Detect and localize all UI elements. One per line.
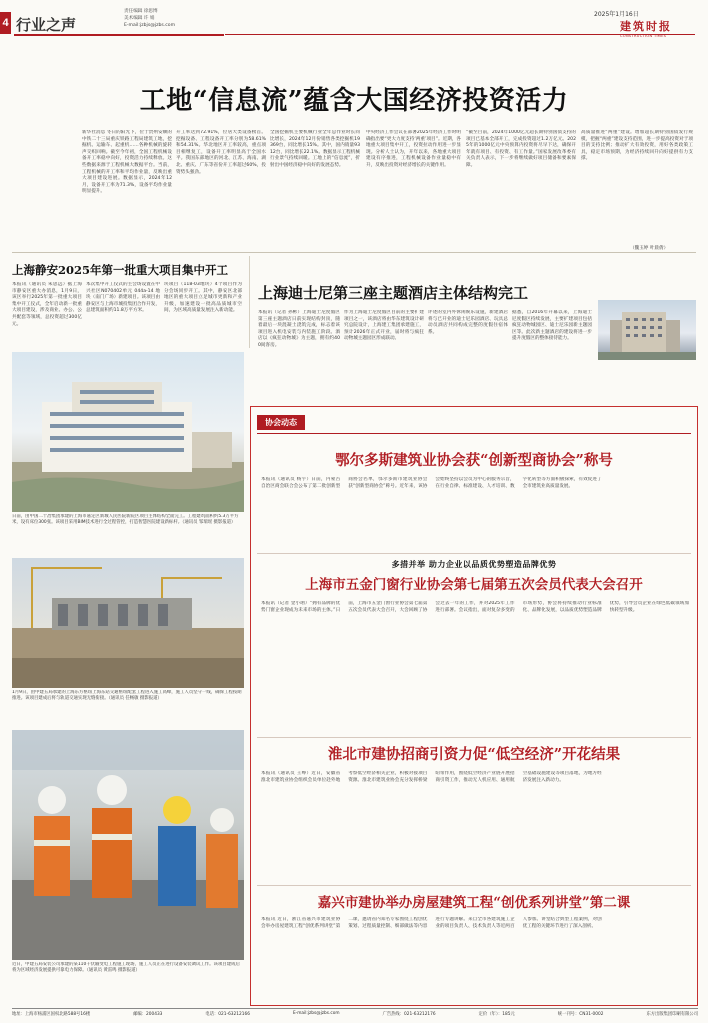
- page-number-box: [0, 12, 11, 34]
- jiaxing-body: 本报讯 近日，浙江省嘉兴市建筑业协会举办房屋建筑工程“创优系列讲堂”第二课，邀请省内知名专家围绕工程创优策划、过程质量控制、细部做法等内容进行专题讲解。来自全市各建筑施工企业的项目负责人、技术负责人等近两百人参加。讲堂结合典型工程案例，对创优工程的关键环节进行了深入剖析。: [261, 917, 602, 929]
- disney-headline: 上海迪士尼第三座主题酒店主体结构完工: [258, 284, 529, 302]
- lead-column: 中央经济工作会议在部署2025年经济工作时明确指出要“更大力度支持‘两重’项目”。近期，各地重大项目集中开工，投资拉动作用进一步显现。分析人士认为，开年以来，各地重大项目建设有序推进，工程机械设备作业量稳中有升，反映出投资对经济增长的关键作用。: [366, 130, 461, 168]
- divider: [12, 252, 696, 253]
- footer-price: 定价（年）：185元: [478, 1012, 515, 1017]
- disney-column: 作为上海迪士尼度假区目前的主要扩建项目之一，该酒店将由华东建筑设计研究总院设计，上海建工集团承建施工，预计2026年正式开业，届时将与疯狂动物城主题园区形成联动。: [344, 310, 424, 342]
- footer-phone: 电话：021-63212166: [205, 1012, 250, 1017]
- editor-line: 美术编辑 许 娟: [124, 16, 155, 21]
- jm-body: 本报讯（记者 金小翊）“拥有品牌的优势门窗企业现成为未来市场的主体。”日前，上海市五金门窗行业协会第七届第五次会员代表大会召开，大会回顾了协会过去一年的工作，并对2025年工作进行部署。会议指出，面对复杂多变的市场形势，协会将持续推动行业标准化、品牌化发展，以品质优势塑造品牌优势，引导会员企业在绿色低碳领域加快转型升级。: [261, 601, 689, 613]
- jingan-column: 本报讯（通讯员 朱思远）据上海市静安区重大办消息，1月9日，该区举行2025年第一批重大项目集中开工仪式，全年启动新一批重大项目建设，涉及商业、办公、公共配套等领域，总投资超过300亿元。: [12, 282, 82, 327]
- hospital-site-photo: [12, 352, 244, 512]
- footer-issn: 统一刊号：CN31-0002: [557, 1012, 604, 1017]
- editor-info: [124, 8, 175, 29]
- photo-caption: 1月9日，由中建五局承建的上海东方枢纽上海东站交通枢纽配套工程进入施工高峰，施工人员坚守一线，确保工程按期推进。该项目建成后将与轨道交通实现无缝衔接。（通讯员 任畅敏 摄影报道）: [12, 690, 242, 702]
- paper-en-name: CONSTRUCTION TIMES: [620, 34, 667, 38]
- editor-line: 责任编辑 徐思博: [124, 9, 158, 14]
- photo-caption: 日前，由中国二十冶集团承建的上海市嘉定区新城人民医院新院区项目主体结构全面完工。工程建筑面积约5.3万平方米，设有床位300张。该项目采用BIM技术进行全过程管控，打造智慧医院建设新标杆。（通讯员 邹瑞瑶 摄影报道）: [12, 514, 239, 526]
- erdos-body: 本报讯（通讯员 杨宇）日前，内蒙古自治区商会联合会公布了第二批创新型商协会名单，鄂尔多斯市建筑业协会获“创新型商协会”称号。近年来，该协会始终坚持以会员为中心的服务宗旨，在行业自律、标准建设、人才培训、数字化转型等方面积极探索，有效促进了全市建筑业高质量发展。: [261, 477, 602, 489]
- jiaxing-headline: 嘉兴市建协举办房屋建筑工程“创优系列讲堂”第二课: [317, 895, 631, 911]
- divider: [257, 885, 691, 886]
- association-tag: [257, 415, 305, 430]
- paper-name: 建筑时报: [620, 20, 672, 33]
- workers-photo: [12, 730, 244, 960]
- issue-date: 2025年1月16日: [594, 11, 639, 18]
- hub-construction-photo: [12, 558, 244, 688]
- column-divider: [249, 256, 250, 348]
- section-underline: [14, 34, 224, 36]
- photo-caption: 近日，中建五局安装公司承建的某110千伏输变电工程施工现场，施工人员正在进行设备安装调试工作。该项目建成后将为区域经济发展提供可靠电力保障。（通讯员 黄雷鸣 摄影报道）: [12, 962, 240, 974]
- lead-column: 全国挖掘机主要机械行业全年总作业时长同比增长，2024年12月份销售各类挖掘机19369台，同比增长15%。其中，国内销量9312台，同比增长22.1%。数据显示工程机械行业景气持续回暖。工地上的“信息流”，折射出中国经济稳中向好的发展态势。: [270, 130, 360, 168]
- masthead: [0, 0, 708, 46]
- association-panel: [250, 406, 698, 1006]
- huaibei-body: 本报讯（通讯员 王峥）近日，安徽省淮北市建筑业协会组织会员单位赴外地考察低空经济相关企业，积极对接项目资源。淮北市建筑业协会充分发挥桥梁纽带作用，围绕低空经济产业链开展招商引资工作，推动无人机应用、通用航空基础设施建设等项目落地，为地方经济发展注入新动力。: [261, 771, 602, 783]
- lead-headline: 工地“信息流”蕴含大国经济投资活力: [139, 86, 569, 116]
- disney-hotel-photo: [598, 300, 696, 360]
- footer-printer: 东方出版集团印刷有限公司: [646, 1012, 698, 1017]
- section-name: 行业之声: [16, 16, 77, 34]
- lead-byline: （魏玉婷 叶晨倩）: [630, 246, 669, 251]
- disney-column: 据悉，自2016年开幕以来，上海迪士尼度假区持续发展，主要扩建项目包括疯狂动物城园区、迪士尼乐园新主题园区等。此次新主题酒店的建设将进一步提升度假区的整体接待能力。: [512, 310, 592, 342]
- jingan-headline: 上海静安2025年第一批重大项目集中开工: [12, 263, 229, 277]
- page-number: 4: [2, 17, 9, 29]
- divider: [257, 737, 691, 738]
- footer-email: E-mail:jzbs@jzbs.com: [292, 1011, 340, 1016]
- association-tag-label: 协会动态: [265, 417, 297, 427]
- jm-headline: 上海市五金门窗行业协会第七届第五次会员代表大会召开: [305, 577, 643, 593]
- footer: [12, 1011, 698, 1020]
- lead-column: 开工率达到72.91%，位居大类设备榜首。挖掘设备、工程设备开工率分别为58.61%和54.31%。华北地区开工率较高，重点项目相继复工，设备开工率明显高于全国水平。我国东部地区的河北、江苏、海南、湖北、重庆、广东等省份开工率超过60%，投资势头强劲。: [176, 130, 266, 175]
- footer-zip: 邮编：200433: [133, 1012, 163, 1017]
- paper-logo: [620, 18, 698, 38]
- disney-column: 评述的室内外休闲娱乐设施，新建酒店将与已开业的迪士尼乐园酒店、玩具总动员酒店共同构成完整的度假住宿体系。: [428, 310, 508, 335]
- footer-address: 地址：上海市杨浦区国权北路588号16楼: [12, 1012, 91, 1017]
- jingan-column: 块项目（118-03地块）4个项目作为分会场同步开工。其中，静安区北部地区的重大项目立足城市更新和产业升级，加速建设一批高品质城市空间，为区域高质量发展注入新动能。: [164, 282, 242, 314]
- jm-kicker: 多措并举 助力企业以品质优势塑造品牌优势: [391, 559, 557, 569]
- divider: [257, 553, 691, 554]
- erdos-headline: 鄂尔多斯建筑业协会获“创新型商协会”称号: [335, 452, 613, 469]
- lead-column: 新华社消息 冬日的阳光下，位于贵州安顺的中铁二十三局重庆铁路工程局建筑工地，挖掘机、运输车、起重机……各种机械的旋转声交织回响。截至今年初，全国工程机械设备开工率稳中向好，投资活力持续释放。这些数据来源于工程机械大数据平台。当前，工程机械的开工率和平均作业量，反映出重大项目建设进展。数据显示，2024年12月，设备开工率为71.3%，设备平均作业量明显提升。: [82, 130, 172, 195]
- editor-email: E-mail:jzbjs@jzbs.com: [124, 23, 176, 28]
- footer-ad-phone: 广告热线：021-63212176: [382, 1012, 436, 1017]
- lead-column: “截至目前，2024年1000亿元超长期特别国债支持的项目已基本全部开工，完成投资超过1.2万亿元。2025年的1000亿元中央预算内投资将尽早下达，确保开年就有项目、有投资、有工作量。”国家发展改革委有关负责人表示，下一步将继续做好项目储备和要素保障。: [466, 130, 576, 168]
- lead-column: 高质量推进“两重”建设。增加超长期特别国债发行规模，把握“两重”建设支持范围，进一步提高投资对于项目的支持比例；推动扩大有效投资，用好各类政策工具，稳定市场预期，为经济持续回升向好提供有力支撑。: [581, 130, 693, 162]
- jingan-column: 本次集中开工仪式的主会场设置在中兴社区N070402单元 044a-14 地块（南门广场）新建项目。该项目由静安区与上海市城投集团合作开发，总建筑面积约11.8万平方米。: [86, 282, 160, 314]
- disney-column: 本报讯（记者 孙彬）上海迪士尼度假区第三座主题酒店日前实现结构封顶，随着最后一块混凝土浇筑完成，标志着该项目进入机电安装与内装施工阶段。酒店以《疯狂动物城》为主题，拥有约400间客房。: [258, 310, 340, 348]
- huaibei-headline: 淮北市建协招商引资力促“低空经济”开花结果: [327, 746, 621, 763]
- footer-rule: [12, 1008, 698, 1009]
- association-tag-rule: [257, 433, 691, 434]
